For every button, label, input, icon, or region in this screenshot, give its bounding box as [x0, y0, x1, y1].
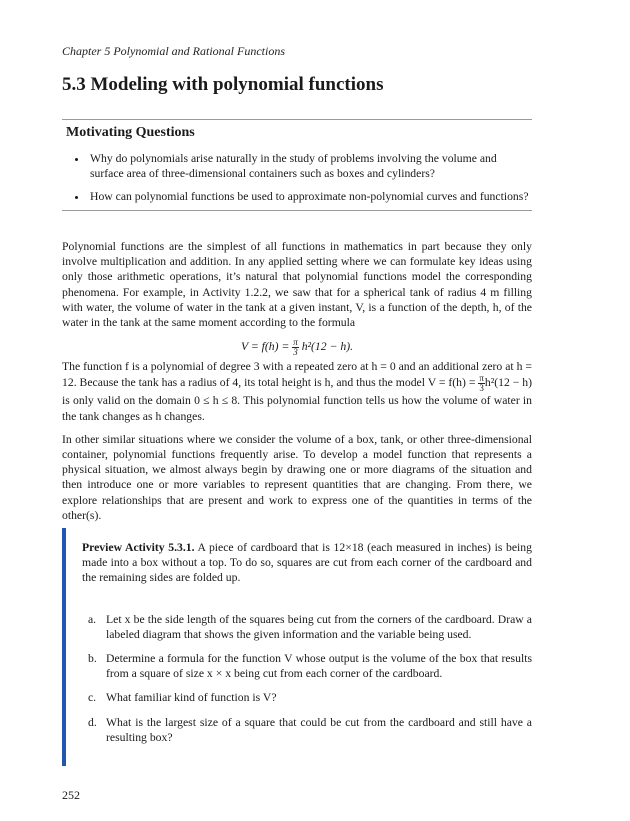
paragraph-3: In other similar situations where we consider the volume of a box, tank, or other three-dimensional container, polynomial functions frequently arise. To develop a model function that represents a physical situation, we almost always begin by drawing one or more diagrams of the situation and then introduce one or more variables to represent quantities that are changing. From there, we explore relationships that are present and work to express one of the quantities in terms of the other(s).	[62, 432, 532, 522]
preview-activity-lead: Preview Activity 5.3.1. A piece of cardboard that is 12×18 (each measured in inches) is being made into a box without a top. To do so, squares are cut from each corner of the cardboard and the remaining sides are folded up.	[82, 541, 532, 585]
task-item: a. Let x be the side length of the squares being cut from the corners of the cardboard. Draw a labeled diagram that shows the given information and the variable being used.	[88, 612, 532, 641]
chapter-header: Chapter 5 Polynomial and Rational Functions	[62, 44, 285, 58]
body-text	[62, 239, 532, 531]
section-title: 5.3 Modeling with polynomial functions	[62, 74, 384, 95]
paragraph-1: Polynomial functions are the simplest of all functions in mathematics in part because they only involve multiplication and addition. In any applied setting where we can formulate key ideas using only those arithmetic operations, it’s natural that polynomial functions model the corresponding phenomena. For example, in Activity 1.2.2, we saw that for a spherical tank of radius 4 m filling with water, the volume of water in the tank at a given instant, V, is a function of the depth, h, of the water in the tank at the same moment according to the formula	[62, 240, 532, 330]
motivating-questions-title: Motivating Questions	[66, 125, 195, 140]
preview-activity-tasks	[82, 612, 532, 745]
task-item: c. What familiar kind of function is V?	[88, 691, 277, 705]
volume-formula: V = f(h) = $\frac{\pi}{3}$ h²(12 − h).	[240, 337, 354, 358]
preview-activity-label: Preview Activity 5.3.1.	[82, 541, 195, 554]
motivating-question: • Why do polynomials arise naturally in the study of problems involving the volume and surface area of three-dimensional containers such as boxes and cylinders?	[88, 151, 532, 181]
paragraph-2: The function f is a polynomial of degree 3 with a repeated zero at h = 0 and an additional zero at h = 12. Because the tank has a radius of 4, its total height is h, and thus the model V = f(h) = $\frac{\pi}{3}$ h²(12 − h) is only valid on the domain 0 ≤ h ≤ 8. This polynomial function tells us how the volume of water in the tank changes as h changes.	[62, 360, 532, 423]
fraction: $\frac{\pi}{3}$	[293, 337, 298, 358]
task-item: b. Determine a formula for the function V whose output is the volume of the box that results from a square of size x × x being cut from each corner of the cardboard.	[88, 652, 532, 681]
top-rule	[62, 119, 532, 120]
page-number: 252	[62, 788, 80, 802]
motivating-question: • How can polynomial functions be used to approximate non-polynomial curves and functions?	[88, 189, 532, 204]
task-item: d. What is the largest size of a square that could be cut from the cardboard and still have a resulting box?	[88, 715, 532, 744]
bottom-rule	[62, 210, 532, 211]
fraction: $\frac{\pi}{3}$	[479, 373, 484, 394]
motivating-questions-list	[62, 151, 532, 204]
motivating-questions-box	[62, 119, 532, 211]
preview-activity	[62, 528, 532, 766]
